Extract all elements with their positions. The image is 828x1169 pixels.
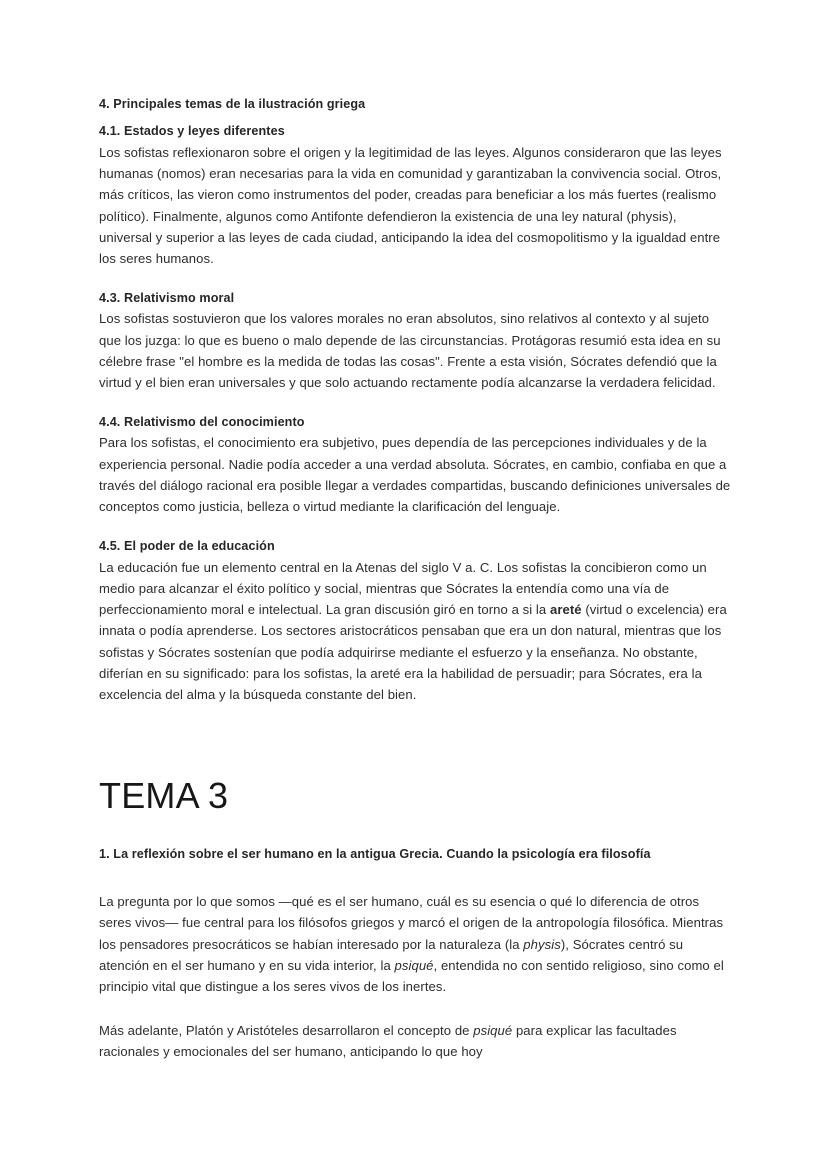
spacer-after-topic-heading [99,865,731,891]
heading-section-4: 4. Principales temas de la ilustración griega [99,97,366,111]
paragraph-4-5-text-part-2: (virtud o excelencia) era innata o podía aprenderse. Los sectores aristocráticos pensaban que era un don natural, mientras que los sofistas y Sócrates sostenían que podía adquirirse mediante el esfuerzo y la enseñanza. No obstante, diferían en su significado: para los sofistas, la areté era la habilidad de persuadir; para Sócrates, era la excelencia del alma y la búsqueda constante del bien. [99,602,727,703]
term-psique-first: psiqué [394,957,434,973]
paragraph-tema3-1-part-1: La pregunta por lo que somos —qué es el ser humano, cuál es su esencia o qué lo diferencia de otros seres vivos— fue central para los filósofos griegos y marcó el origen de la antropología filosófica. Mientras los pensadores presocráticos se habían interesado por la naturaleza (la [99,894,724,952]
paragraph-section-4-4: Para los sofistas, el conocimiento era subjetivo, pues dependía de las percepciones individuales y de la experiencia personal. Nadie podía acceder a una verdad absoluta. Sócrates, en cambio, confiaba en que a través del diálogo racional era posible llegar a verdades compartidas, buscando definiciones universales de conceptos como justicia, belleza o virtud mediante la clarificación del lenguaje. [99,435,731,515]
heading-section-4-4: 4.4. Relativismo del conocimiento [99,414,305,429]
page-title-tema-3: TEMA 3 [99,774,229,816]
paragraph-tema3-1 [99,891,731,997]
spacer-after-tema-title [99,815,731,846]
block-section-4-3 [99,290,731,394]
paragraph-section-4-5 [99,557,731,706]
block-section-4-1 [99,123,731,270]
heading-tema3-topic-1: 1. La reflexión sobre el ser humano en la antigua Grecia. Cuando la psicología era filosofía [99,847,651,862]
paragraph-section-4-3: Los sofistas sostuvieron que los valores morales no eran absolutos, sino relativos al contexto y al sujeto que los juzga: lo que es bueno o malo depende de las circunstancias. Protágoras resumió esta idea en su célebre frase "el hombre es la medida de todas las cosas". Frente a esta visión, Sócrates defendió que la virtud y el bien eran universales y que solo actuando rectamente podía alcanzarse la verdadera felicidad. [99,311,721,391]
document-body [99,96,731,1062]
term-arete: areté [549,602,582,618]
heading-section-4-5: 4.5. El poder de la educación [99,538,275,553]
heading-section-4-1: 4.1. Estados y leyes diferentes [99,123,285,138]
spacer-between-paragraphs [99,998,731,1020]
heading-section-4-3: 4.3. Relativismo moral [99,290,235,305]
paragraph-tema3-2 [99,1020,731,1063]
paragraph-tema3-2-part-1: Más adelante, Platón y Aristóteles desarrollaron el concepto de [99,1022,474,1038]
paragraph-tema3-2-part-2: para explicar las facultades racionales y emocionales del ser humano, anticipando lo que hoy [99,1022,677,1059]
block-section-4-5 [99,538,731,706]
paragraph-tema3-1-part-2: ), Sócrates centró su atención en el ser humano y en su vida interior, la [99,936,684,973]
block-section-4-4 [99,414,731,518]
paragraph-4-5-text-part-1: La educación fue un elemento central en la Atenas del siglo V a. C. Los sofistas la concibieron como un medio para alcanzar el éxito político y social, mientras que Sócrates la entendía como una vía de perfeccionamiento moral e intelectual. La gran discusión giró en torno a si la [99,559,707,618]
term-psique-second: psiqué [473,1022,513,1038]
paragraph-tema3-1-part-3: , entendida no con sentido religioso, sino como el principio vital que distingue a los seres vivos de los inertes. [99,957,724,995]
term-physis: physis [523,936,561,952]
paragraph-section-4-1: Los sofistas reflexionaron sobre el origen y la legitimidad de las leyes. Algunos consideraron que las leyes humanas (nomos) eran necesarias para la vida en comunidad y garantizaban la convivencia social. Otros, más críticos, las vieron como instrumentos del poder, creadas para beneficiar a los más fuertes (realismo político). Finalmente, algunos como Antifonte defendieron la existencia de una ley natural (physis), universal y superior a las leyes de cada ciudad, anticipando la idea del cosmopolitismo y la igualdad entre los seres humanos. [99,144,722,267]
spacer-before-tema-title [99,706,731,776]
